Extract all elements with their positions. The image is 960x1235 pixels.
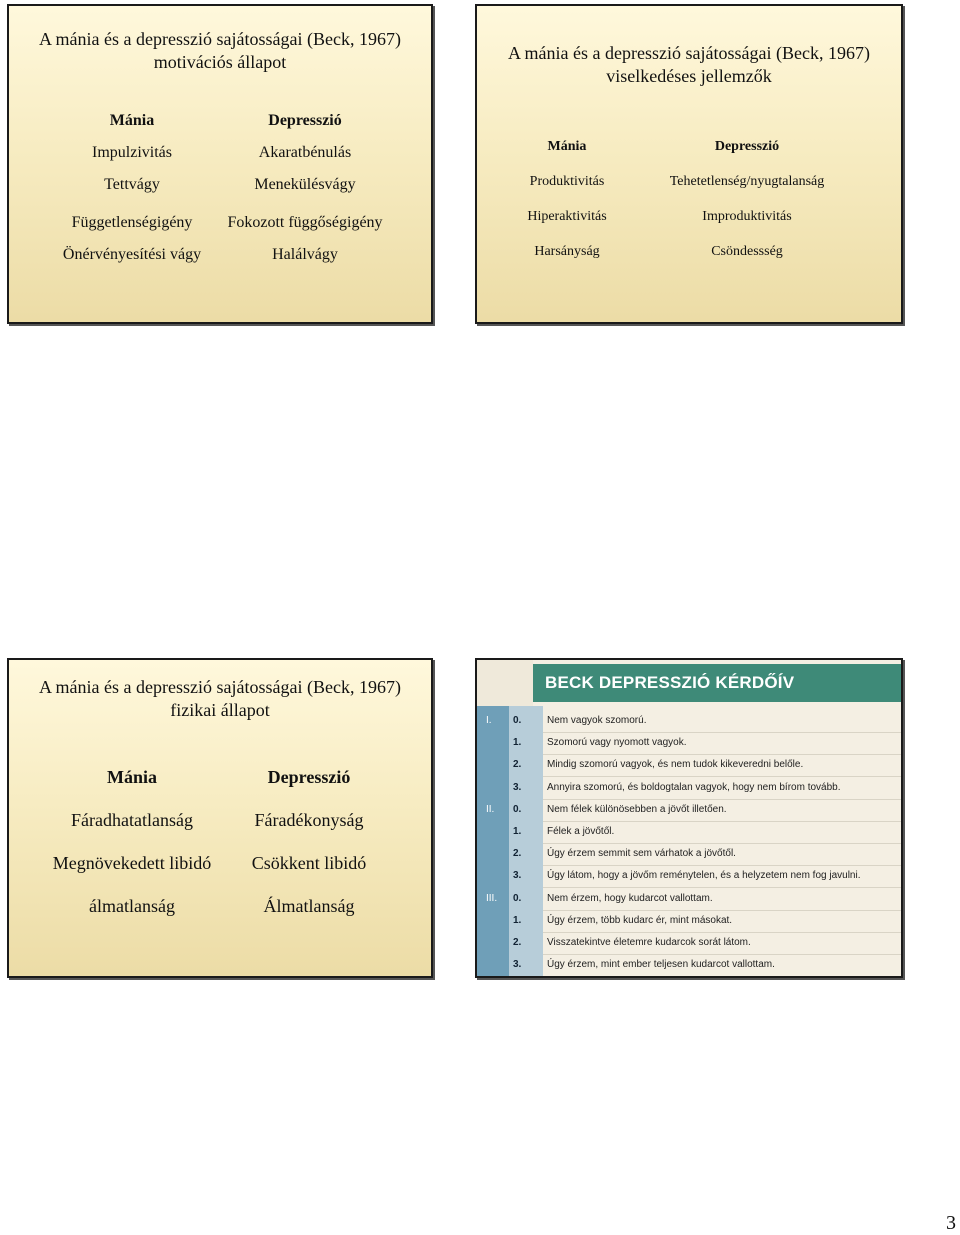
title-line-2: fizikai állapot xyxy=(170,700,270,720)
item-text: Úgy látom, hogy a jövőm reménytelen, és a helyzetem nem fog javulni. xyxy=(547,870,861,882)
mania-cell: Hiperaktivitás xyxy=(527,209,607,224)
page-number: 3 xyxy=(946,1212,956,1234)
title-line-2: motivációs állapot xyxy=(153,52,287,72)
item-number: 3. xyxy=(513,959,522,971)
title-line-1: A mánia és a depresszió sajátosságai (Beck, 1967) xyxy=(39,29,401,49)
questionnaire-item xyxy=(543,888,901,911)
header-mania: Mánia xyxy=(109,112,155,129)
mania-cell: Megnövekedett libidó xyxy=(52,853,212,873)
depresszio-cell: Menekülésvágy xyxy=(254,176,356,193)
questionnaire-top-band xyxy=(477,660,533,706)
depresszio-cell: Csökkent libidó xyxy=(251,853,367,873)
questionnaire-item xyxy=(543,954,901,977)
depresszio-cell: Fáradékonyság xyxy=(254,810,364,830)
item-number: 2. xyxy=(513,759,522,771)
item-text: Visszatekintve életemre kudarcok sorát látom. xyxy=(547,937,751,948)
questionnaire-item xyxy=(543,799,901,822)
item-number: 0. xyxy=(513,715,522,726)
item-text: Úgy érzem, több kudarc ér, mint másokat. xyxy=(547,914,733,926)
depresszio-cell: Csöndessség xyxy=(711,244,783,259)
item-number: 3. xyxy=(513,870,522,882)
header-depresszio: Depresszió xyxy=(267,767,351,787)
slide-beck-questionnaire xyxy=(475,658,903,978)
item-number: 2. xyxy=(513,937,522,948)
item-text: Annyira szomorú, és boldogtalan vagyok, hogy nem bírom tovább. xyxy=(547,781,841,793)
item-text: Úgy érzem semmit sem várhatok a jövőtől. xyxy=(547,848,736,860)
mania-cell: Önérvényesítési vágy xyxy=(62,246,202,263)
item-number: 0. xyxy=(513,892,522,904)
item-text: Úgy érzem, mint ember teljesen kudarcot vallottam. xyxy=(547,959,775,971)
item-text: Szomorú vagy nyomott vagyok. xyxy=(547,737,687,749)
questionnaire-item xyxy=(543,865,901,888)
questionnaire-item xyxy=(543,777,901,800)
item-number: 3. xyxy=(513,781,522,793)
item-text: Nem félek különösebben a jövőt illetően. xyxy=(547,803,727,815)
depresszio-cell: Álmatlanság xyxy=(263,896,355,916)
mania-cell: Harsányság xyxy=(534,244,600,259)
header-depresszio: Depresszió xyxy=(268,112,342,129)
item-number: 2. xyxy=(513,848,522,860)
slide-title xyxy=(477,42,901,88)
mania-cell: Produktivitás xyxy=(529,174,605,189)
mania-cell: Fáradhatatlanság xyxy=(71,810,193,830)
questionnaire-header: BECK DEPRESSZIÓ KÉRDŐÍV xyxy=(533,664,903,702)
section-roman-numeral: I. xyxy=(486,715,492,726)
title-line-1: A mánia és a depresszió sajátosságai (Beck, 1967) xyxy=(39,677,401,697)
section-roman-numeral: III. xyxy=(486,892,498,904)
depresszio-cell: Improduktivitás xyxy=(702,209,792,224)
item-text: Mindig szomorú vagyok, és nem tudok kikeveredni belőle. xyxy=(547,759,804,771)
title-line-1: A mánia és a depresszió sajátosságai (Beck, 1967) xyxy=(508,43,870,63)
questionnaire-item xyxy=(543,843,901,866)
depresszio-cell: Halálvágy xyxy=(272,246,338,263)
questionnaire-item xyxy=(543,732,901,755)
depresszio-cell: Tehetetlenség/nyugtalanság xyxy=(669,174,825,189)
slide-behavioral-traits xyxy=(475,4,903,324)
questionnaire-section-band xyxy=(477,706,509,976)
questionnaire-item xyxy=(543,932,901,955)
questionnaire-item xyxy=(543,821,901,844)
mania-cell: Impulzivitás xyxy=(92,144,172,161)
item-number: 1. xyxy=(513,737,522,749)
item-text: Nem érzem, hogy kudarcot vallottam. xyxy=(547,892,713,904)
item-number: 1. xyxy=(513,826,522,837)
questionnaire-item xyxy=(543,910,901,933)
slide-title xyxy=(9,676,431,722)
questionnaire-item xyxy=(543,710,901,733)
depresszio-cell: Fokozott függőségigény xyxy=(227,214,383,231)
header-mania: Mánia xyxy=(547,139,587,154)
slide-physical-state xyxy=(7,658,433,978)
header-depresszio: Depresszió xyxy=(714,139,780,154)
item-number: 1. xyxy=(513,914,522,926)
slide-title xyxy=(9,28,431,74)
title-line-2: viselkedéses jellemzők xyxy=(606,66,772,86)
item-text: Nem vagyok szomorú. xyxy=(547,715,647,726)
depresszio-cell: Akaratbénulás xyxy=(258,144,352,161)
questionnaire-item xyxy=(543,754,901,777)
mania-cell: Tettvágy xyxy=(104,176,160,193)
mania-cell: álmatlanság xyxy=(89,896,175,916)
slide-motivational-state xyxy=(7,4,433,324)
item-text: Félek a jövőtől. xyxy=(547,826,615,837)
section-roman-numeral: II. xyxy=(486,803,495,815)
header-mania: Mánia xyxy=(106,767,157,787)
mania-cell: Függetlenségigény xyxy=(71,214,193,231)
item-number: 0. xyxy=(513,803,522,815)
